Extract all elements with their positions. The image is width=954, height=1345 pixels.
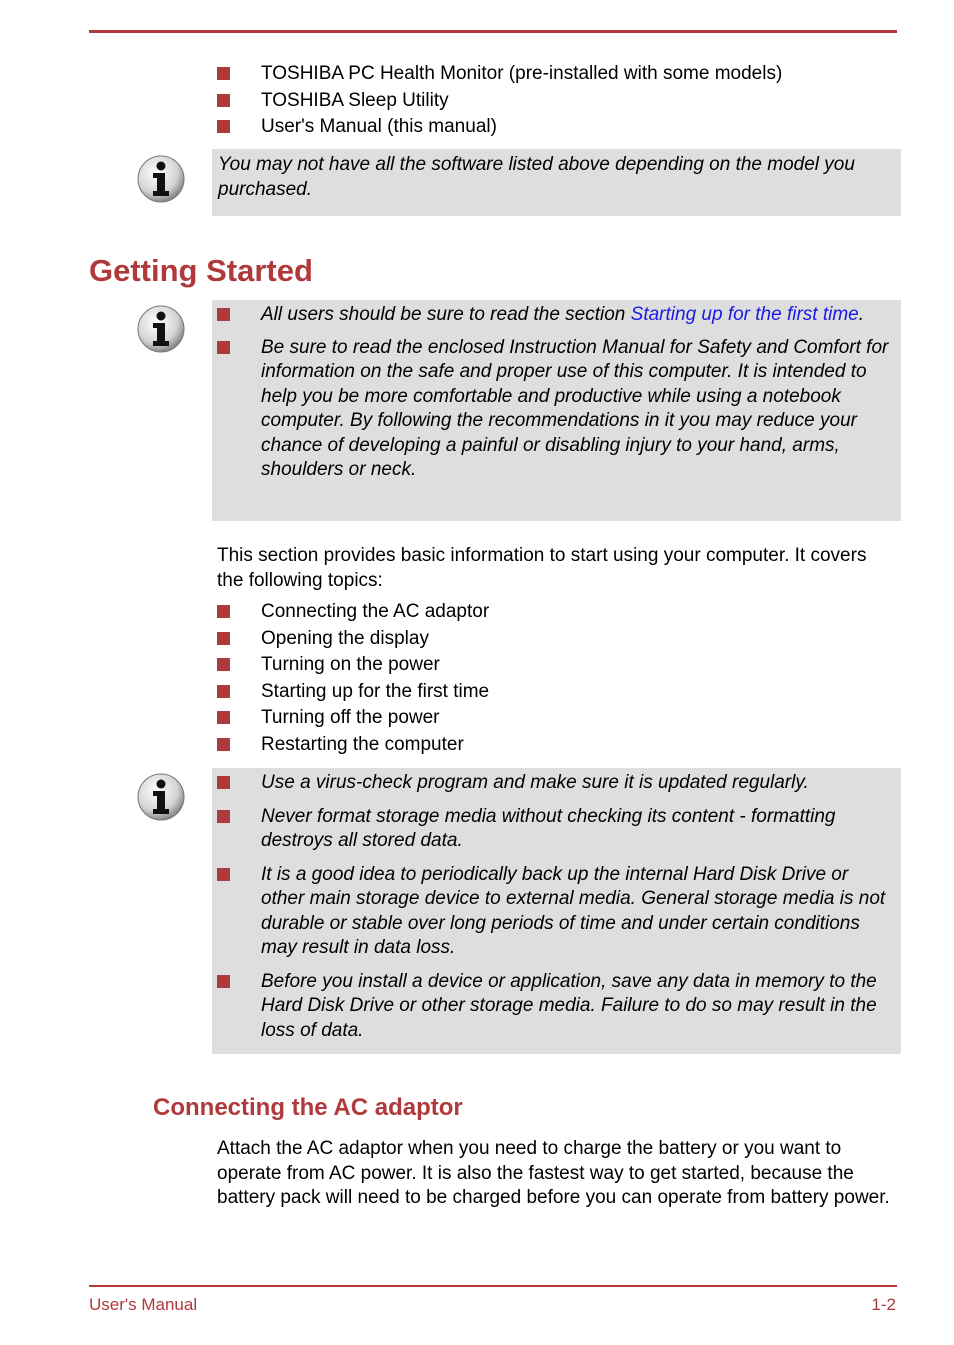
note-item-suffix: . — [858, 304, 865, 325]
note-item — [217, 771, 901, 796]
note-item — [217, 970, 901, 1044]
square-bullet-icon — [217, 605, 230, 618]
square-bullet-icon — [217, 308, 230, 321]
list-item — [217, 89, 897, 116]
square-bullet-icon — [217, 738, 230, 751]
list-item — [217, 62, 897, 89]
square-bullet-icon — [217, 810, 230, 823]
list-item-text: Turning off the power — [261, 707, 440, 728]
section-title: Getting Started — [89, 253, 313, 288]
subsection-paragraph: Attach the AC adaptor when you need to charge the battery or you want to operate from AC power. It is also the fastest way to get started, because the battery pack will need to be charged before you can operate from battery power. — [217, 1138, 890, 1208]
info-icon — [136, 772, 186, 822]
note-item-text: Use a virus-check program and make sure it is updated regularly. — [261, 772, 809, 793]
header-rule — [89, 30, 897, 33]
info-icon — [136, 154, 186, 204]
list-item-text: Starting up for the first time — [261, 680, 490, 702]
note-item — [217, 805, 901, 854]
square-bullet-icon — [217, 341, 230, 354]
square-bullet-icon — [217, 685, 230, 698]
topics-list — [217, 600, 897, 759]
list-item-text: Turning on the power — [261, 654, 440, 675]
list-item-text: Connecting the AC adaptor — [261, 601, 490, 622]
software-list — [217, 62, 897, 142]
note-item — [217, 863, 901, 961]
note-box — [212, 768, 901, 1054]
footer-rule — [89, 1285, 897, 1287]
list-item-text: User's Manual (this manual) — [261, 116, 497, 137]
list-item-text: TOSHIBA Sleep Utility — [261, 89, 449, 111]
list-item — [217, 653, 897, 680]
footer-manual-title: User's Manual — [89, 1295, 198, 1314]
list-item-text: Restarting the computer — [261, 733, 464, 755]
note-item — [217, 336, 901, 483]
square-bullet-icon — [217, 94, 230, 107]
list-item — [217, 600, 897, 627]
square-bullet-icon — [217, 711, 230, 724]
note-item-text: Be sure to read the enclosed Instruction Manual for Safety and Comfort for information on the safe and proper use of this computer. It is intended to help you be more comfortable and productive while using a notebook computer. By following the recommendations in it you may reduce your chance of developing a painful or disabling injury to your hand, arms, shoulders or neck. — [261, 336, 889, 480]
square-bullet-icon — [217, 67, 230, 80]
note-box — [212, 300, 901, 521]
subsection-title: Connecting the AC adaptor — [153, 1094, 463, 1121]
note-item-text: Never format storage media without checking its content - formatting destroys all stored data. — [261, 805, 836, 851]
square-bullet-icon — [217, 632, 230, 645]
page-number: 1-2 — [871, 1295, 896, 1314]
starting-up-link[interactable]: Starting up for the first time — [630, 304, 859, 325]
note-item-text: It is a good idea to periodically back up the internal Hard Disk Drive or other main storage device to external media. General storage media is not durable or stable over long periods of time and under certain conditions may result in data loss. — [261, 863, 886, 958]
note-item — [217, 303, 901, 328]
list-item — [217, 627, 897, 654]
note-item-text: Before you install a device or application, save any data in memory to the Hard Disk Drive or other storage media. Failure to do so may result in the loss of data. — [261, 970, 877, 1041]
square-bullet-icon — [217, 120, 230, 133]
list-item — [217, 706, 897, 733]
square-bullet-icon — [217, 975, 230, 988]
intro-paragraph: This section provides basic information to start using your computer. It covers the following topics: — [217, 545, 867, 591]
list-item-text: Opening the display — [261, 627, 429, 649]
square-bullet-icon — [217, 868, 230, 881]
list-item — [217, 733, 897, 760]
list-item — [217, 680, 897, 707]
list-item-text: TOSHIBA PC Health Monitor (pre-installed with some models) — [261, 63, 783, 84]
square-bullet-icon — [217, 776, 230, 789]
note-box — [212, 149, 901, 216]
list-item — [217, 115, 897, 142]
note-text: You may not have all the software listed above depending on the model you purchased. — [218, 154, 855, 200]
info-icon — [136, 304, 186, 354]
square-bullet-icon — [217, 658, 230, 671]
note-item-text: All users should be sure to read the section — [261, 304, 631, 325]
